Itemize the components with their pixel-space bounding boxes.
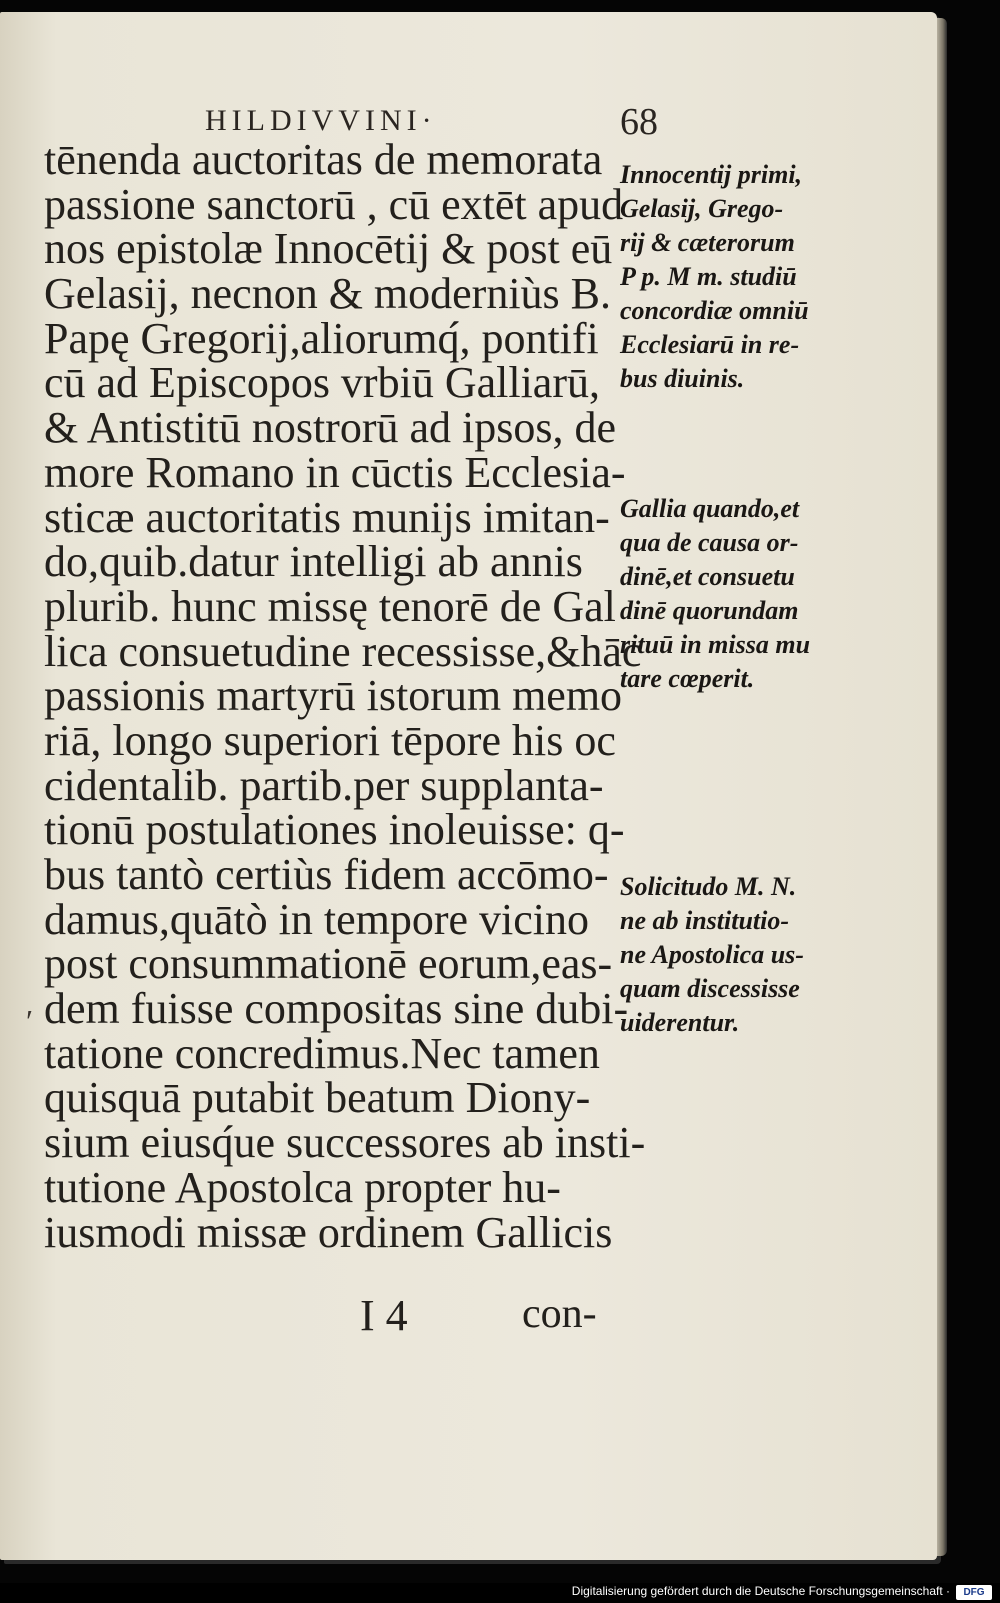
text-line: passione sanctorū , cū extēt apud: [44, 179, 624, 229]
text-line: cidentalib. partib.per supplanta-: [44, 760, 604, 810]
text-line: riā, longo superiori tēpore his oc: [44, 715, 616, 765]
text-line: more Romano in cūctis Ecclesia-: [44, 447, 626, 497]
text-line: dem fuisse compositas sine dubi-: [44, 984, 629, 1034]
margin-note-line: Innocentij primi,: [620, 160, 803, 189]
text-line: passionis martyrū istorum memo: [44, 671, 623, 721]
text-line: cū ad Episcopos vrbiū Galliarū,: [44, 358, 600, 408]
margin-note-line: Ecclesiarū in re-: [620, 330, 800, 359]
text-line: damus,quātò in tempore vicino: [44, 894, 589, 944]
margin-note-line: bus diuinis.: [620, 364, 745, 393]
main-text-block: [44, 135, 646, 1257]
text-line: Papę Gregorij,aliorumq́, pontifi: [44, 313, 599, 363]
margin-note-line: Gelasij, Grego-: [620, 194, 784, 223]
text-line: sticæ auctoritatis munijs imitan-: [44, 492, 610, 542]
margin-note-line: Gallia quando,et: [620, 494, 800, 523]
margin-note-line: concordiæ omniū: [620, 296, 809, 325]
text-line: tatione concredimus.Nec tamen: [44, 1028, 600, 1078]
text-line: tutione Apostolca propter hu-: [44, 1162, 561, 1212]
text-line: post consummationē eorum,eas-: [44, 939, 613, 989]
margin-note-line: rij & cæterorum: [620, 228, 795, 257]
catchword: con-: [522, 1291, 597, 1337]
signature-mark: I 4: [360, 1291, 408, 1340]
margin-note-line: quam discessisse: [620, 974, 800, 1003]
margin-note-line: dinē quorundam: [620, 596, 799, 625]
margin-note-line: qua de causa or-: [620, 528, 799, 557]
page-edge: [937, 18, 947, 1556]
margin-mark: ′: [26, 1003, 33, 1039]
text-line: sium eiusq́ue successores ab insti-: [44, 1118, 646, 1168]
text-line: quisquā putabit beatum Diony-: [44, 1073, 591, 1123]
text-line: tionū postulationes inoleuisse: q-: [44, 805, 625, 855]
margin-note-line: dinē,et consuetu: [620, 562, 795, 591]
dfg-logo-icon: DFG: [956, 1585, 992, 1600]
margin-note-line: ne ab institutio-: [620, 906, 790, 935]
margin-note-line: rituū in missa mu: [620, 630, 811, 659]
text-line: Gelasij, necnon & moderniùs B.: [44, 269, 612, 319]
text-line: plurib. hunc missę tenorē de Gal: [44, 581, 616, 631]
margin-note-line: P p. M m. studiū: [620, 262, 797, 291]
margin-note-3: [620, 870, 840, 1040]
text-line: do,quib.datur intelligi ab annis: [44, 537, 583, 587]
margin-note-line: Solicitudo M. N.: [620, 872, 797, 901]
margin-note-line: tare cœperit.: [620, 664, 755, 693]
margin-note-line: uiderentur.: [620, 1008, 740, 1037]
text-line: & Antistitū nostrorū ad ipsos, de: [44, 403, 616, 453]
text-line: lica consuetudine recessisse,&hāc: [44, 626, 642, 676]
page-number: 68: [620, 101, 658, 143]
margin-note-2: [620, 492, 840, 696]
text-line: nos epistolæ Innocētij & post eū: [44, 224, 613, 274]
margin-note-1: [620, 158, 840, 396]
text-line: iusmodi missæ ordinem Gallicis: [44, 1207, 613, 1257]
text-line: tēnenda auctoritas de memorata: [44, 135, 603, 184]
running-head: HILDIVVINI·: [205, 104, 437, 137]
text-line: bus tantò certiùs fidem accōmo-: [44, 850, 609, 899]
footer-credit: Digitalisierung gefördert durch die Deutsche Forschungsgemeinschaft ·: [571, 1584, 950, 1598]
margin-note-line: ne Apostolica us-: [620, 940, 804, 969]
